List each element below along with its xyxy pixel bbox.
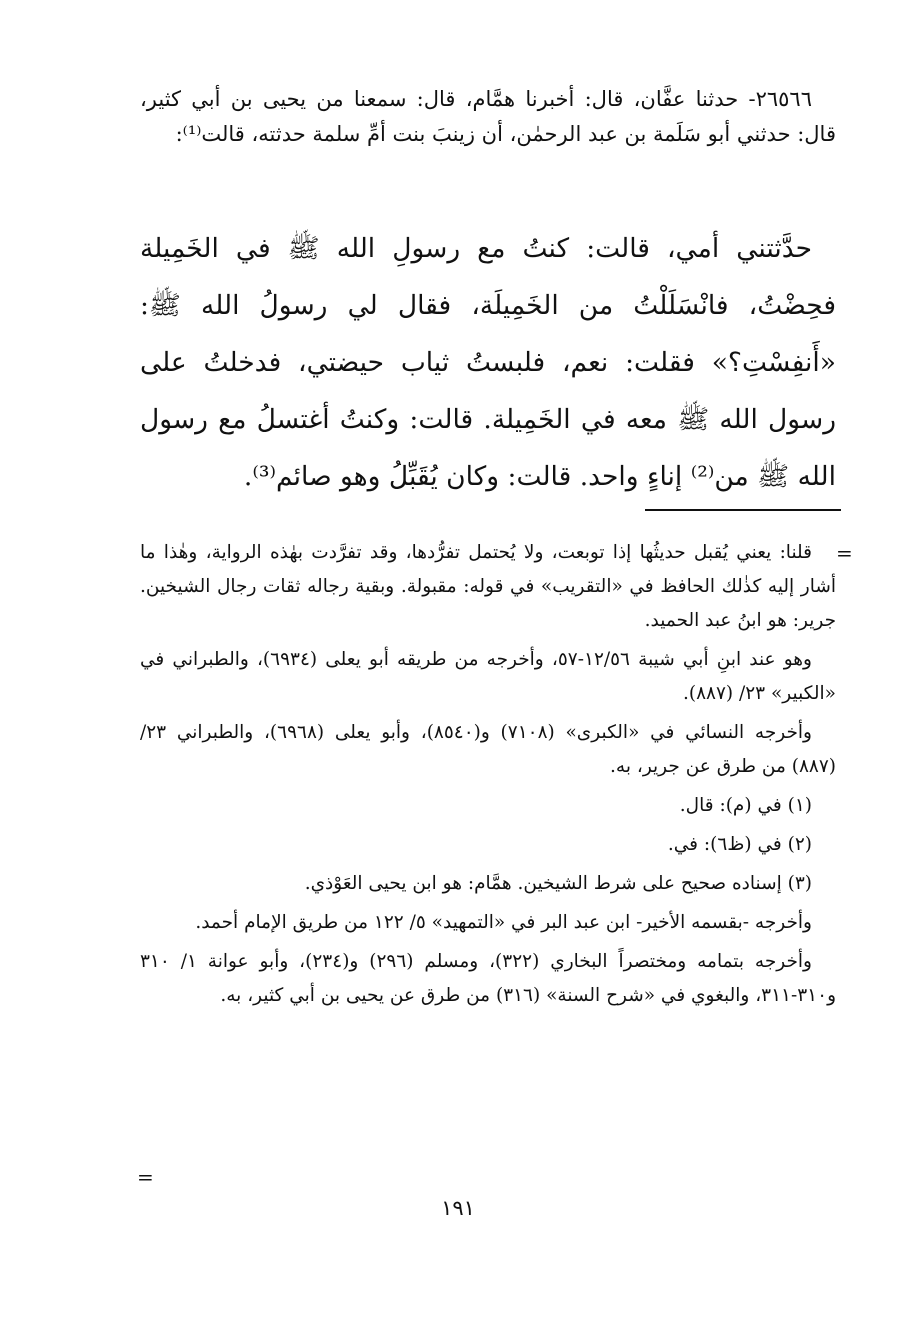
isnad-text: ٢٦٥٦٦- حدثنا عفَّان، قال: أخبرنا همَّام، قال: سمعنا من يحيى بن أبي كثير، قال: حدثني أبو سَلَمة بن عبد الرحمٰن، أن زينبَ بنت أمِّ سلمة حدثته، قالت⁽¹⁾:	[140, 87, 836, 146]
continuation-mark-bottom: =	[137, 1165, 154, 1189]
footnote-paragraph: قلنا: يعني يُقبل حديثُها إذا توبعت، ولا يُحتمل تفرُّدها، وقد تفرَّدت بهٰذه الرواية، وهٰذا ما أشار إليه كذٰلك الحافظ في «التقريب» في قوله: مقبولة. وبقية رجاله ثقات رجال الشيخين. جرير: هو ابنُ عبد الحميد.	[140, 542, 836, 631]
matn-text: حدَّثتني أمي، قالت: كنتُ مع رسولِ الله ﷺ في الخَمِيلة فحِضْتُ، فانْسَلَلْتُ من الخَمِيلَة، فقال لي رسولُ الله ﷺ: «أَنفِسْتِ؟» فقلت: نعم، فلبستُ ثياب حيضتي، فدخلتُ على رسول الله ﷺ معه في الخَمِيلة. قالت: وكنتُ أغتسلُ مع رسول الله ﷺ من⁽²⁾ إناءٍ واحد. قالت: وكان يُقَبِّلُ وهو صائم⁽³⁾.	[140, 233, 836, 492]
footnote-paragraph: وهو عند ابنِ أبي شيبة ١٢/٥٦-٥٧، وأخرجه من طريقه أبو يعلى (٦٩٣٤)، والطبراني في «الكبير» ٢٣/ (٨٨٧).	[140, 649, 836, 704]
footnote-paragraph: وأخرجه بتمامه ومختصراً البخاري (٣٢٢)، ومسلم (٢٩٦) و(٢٣٤)، وأبو عوانة ١/ ٣١٠ و٣١٠-٣١١، والبغوي في «شرح السنة» (٣١٦) من طرق عن يحيى بن أبي كثير، به.	[140, 951, 836, 1006]
hadith-isnad	[140, 82, 836, 152]
footnote-1: (١) في (م): قال.	[679, 795, 812, 816]
footnote-separator	[645, 509, 841, 511]
continuation-mark-top: =	[836, 541, 853, 565]
page-number: ١٩١	[441, 1196, 475, 1220]
footnotes	[140, 536, 836, 1018]
hadith-matn	[140, 220, 836, 505]
footnote-paragraph: وأخرجه النسائي في «الكبرى» (٧١٠٨) و(٨٥٤٠)، وأبو يعلى (٦٩٦٨)، والطبراني ٢٣/ (٨٨٧) من طرق عن جرير، به.	[140, 722, 836, 777]
footnote-paragraph: وأخرجه -بقسمه الأخير- ابن عبد البر في «التمهيد» ٥/ ١٢٢ من طريق الإمام أحمد.	[195, 912, 812, 933]
footnote-2: (٢) في (ظ٦): في.	[667, 834, 812, 855]
footnote-3: (٣) إسناده صحيح على شرط الشيخين. همَّام: هو ابن يحيى العَوْذي.	[304, 873, 812, 894]
